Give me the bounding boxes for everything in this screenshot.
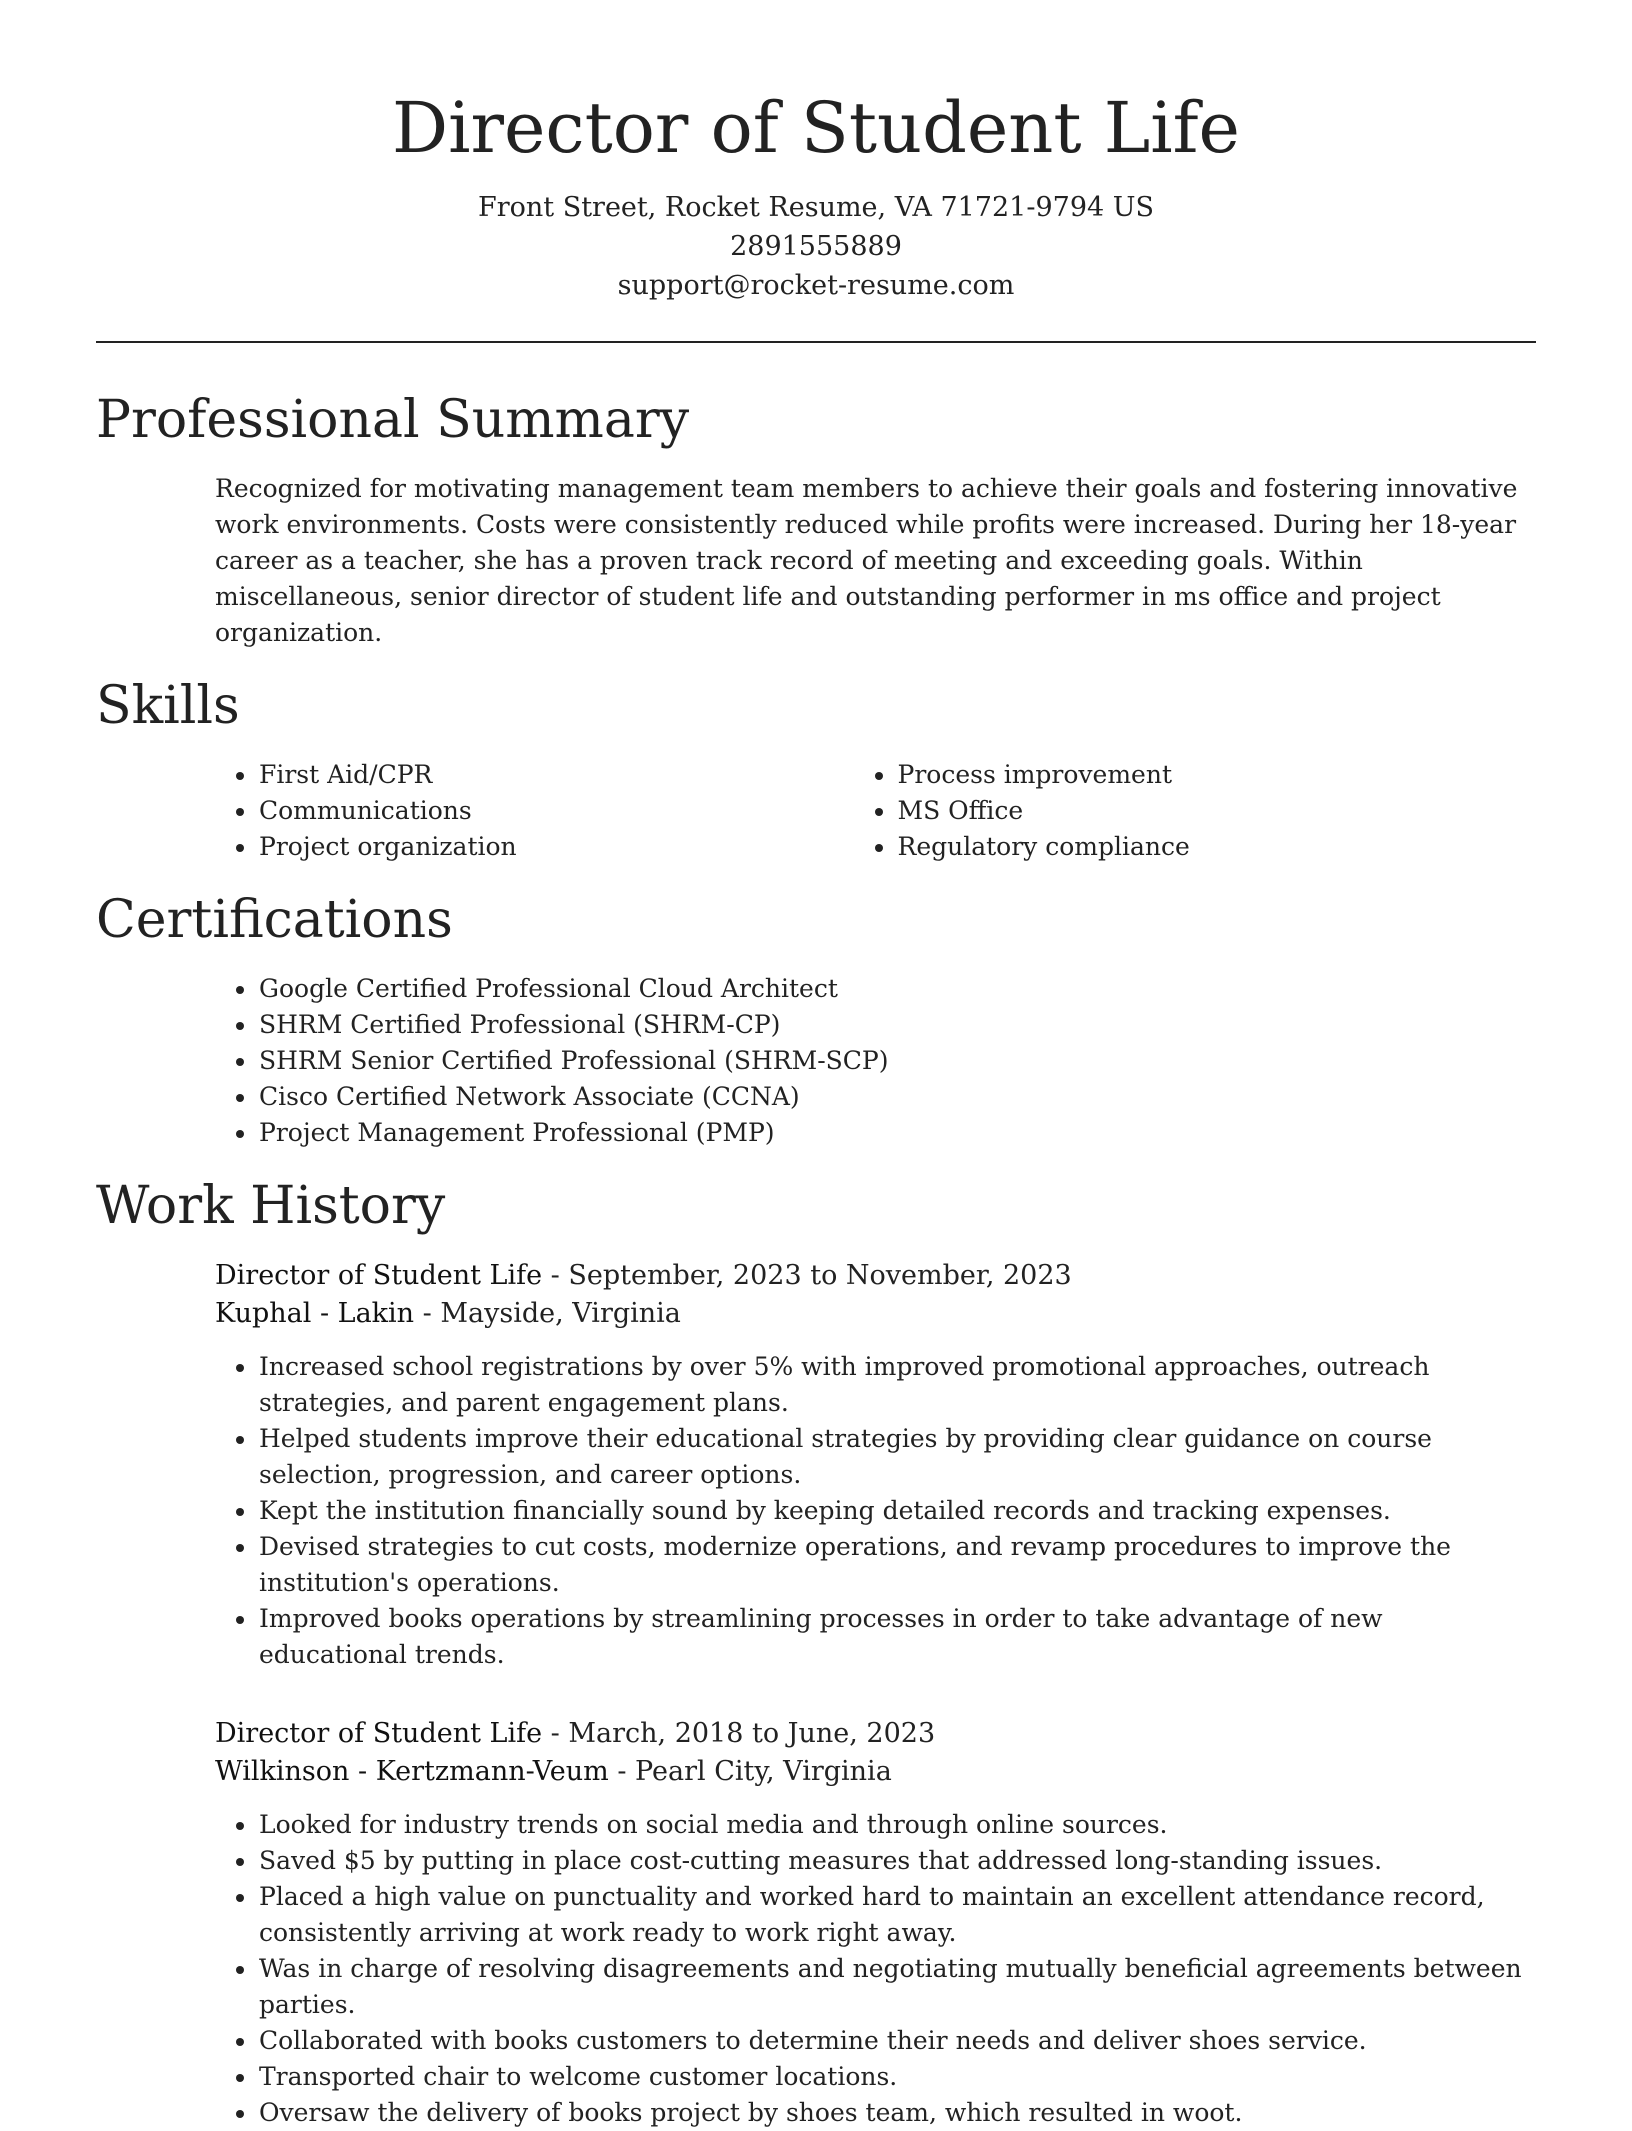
list-item: Placed a high value on punctuality and worked hard to maintain an excellent attendance record, consistently arriving at work ready to work right away. (259, 1879, 1536, 1951)
job-header (215, 1257, 1536, 1333)
list-item: Kept the institution financially sound by keeping detailed records and tracking expenses. (259, 1493, 1536, 1529)
skills-section (96, 673, 1536, 865)
list-item: First Aid/CPR (259, 757, 898, 793)
list-item: MS Office (898, 793, 1537, 829)
skills-heading: Skills (96, 676, 240, 736)
job-role: Director of Student Life (215, 1260, 543, 1291)
job-bullets (259, 1807, 1536, 2131)
job-location: - Pearl City, Virginia (608, 1756, 892, 1787)
list-item: Helped students improve their educational strategies by providing clear guidance on course selection, progression, and career options. (259, 1421, 1536, 1493)
list-item: Was in charge of resolving disagreements and negotiating mutually beneficial agreements between parties. (259, 1951, 1536, 2023)
skills-columns (259, 757, 1536, 865)
skills-column-2 (898, 757, 1537, 865)
list-item: Increased school registrations by over 5% with improved promotional approaches, outreach strategies, and parent engagement plans. (259, 1349, 1536, 1421)
certifications-list (259, 971, 1536, 1151)
job-entry (215, 1257, 1536, 1673)
job-header (215, 1715, 1536, 1791)
list-item: Improved books operations by streamlining processes in order to take advantage of new educational trends. (259, 1601, 1536, 1673)
page-title: Director of Student Life (392, 87, 1240, 169)
phone: 2891555889 (730, 231, 902, 262)
job-entry (215, 1715, 1536, 2131)
list-item: Devised strategies to cut costs, modernize operations, and revamp procedures to improve the institution's operations. (259, 1529, 1536, 1601)
work-history-section (96, 1173, 1536, 2131)
header-divider (96, 341, 1536, 343)
list-item: Project organization (259, 829, 898, 865)
list-item: Google Certified Professional Cloud Architect (259, 971, 1536, 1007)
certifications-section (96, 887, 1536, 1151)
list-item: Regulatory compliance (898, 829, 1537, 865)
job-bullets (259, 1349, 1536, 1673)
skills-column-1 (259, 757, 898, 865)
certifications-heading: Certifications (96, 890, 453, 950)
job-dates: - September, 2023 to November, 2023 (542, 1260, 1072, 1291)
summary-text: Recognized for motivating management team members to achieve their goals and fostering innovative work environments. Costs were consistently reduced while profits were increased. During her 18-year career as a teacher, she has a proven track record of meeting and exceeding goals. Within miscellaneous, senior director of student life and outstanding performer in ms office and project organization. (215, 474, 1518, 647)
list-item: Saved $5 by putting in place cost-cutting measures that addressed long-standing issues. (259, 1843, 1536, 1879)
job-company: Wilkinson - Kertzmann-Veum (215, 1756, 609, 1787)
job-dates: - March, 2018 to June, 2023 (542, 1718, 936, 1749)
summary-heading: Professional Summary (96, 390, 690, 450)
email: support@rocket-resume.com (617, 270, 1015, 301)
list-item: Project Management Professional (PMP) (259, 1115, 1536, 1151)
list-item: SHRM Senior Certified Professional (SHRM-SCP) (259, 1043, 1536, 1079)
address: Front Street, Rocket Resume, VA 71721-9794 US (477, 192, 1155, 223)
list-item: Communications (259, 793, 898, 829)
list-item: Cisco Certified Network Associate (CCNA) (259, 1079, 1536, 1115)
summary-section (96, 387, 1536, 651)
list-item: Collaborated with books customers to determine their needs and deliver shoes service. (259, 2023, 1536, 2059)
contact-info (96, 188, 1536, 305)
list-item: Transported chair to welcome customer locations. (259, 2059, 1536, 2095)
job-location: - Mayside, Virginia (414, 1298, 681, 1329)
job-role: Director of Student Life (215, 1718, 543, 1749)
work-history-heading: Work History (96, 1176, 446, 1236)
list-item: Oversaw the delivery of books project by shoes team, which resulted in woot. (259, 2095, 1536, 2131)
job-company: Kuphal - Lakin (215, 1298, 415, 1329)
list-item: Process improvement (898, 757, 1537, 793)
resume-header (96, 0, 1536, 305)
list-item: SHRM Certified Professional (SHRM-CP) (259, 1007, 1536, 1043)
list-item: Looked for industry trends on social media and through online sources. (259, 1807, 1536, 1843)
